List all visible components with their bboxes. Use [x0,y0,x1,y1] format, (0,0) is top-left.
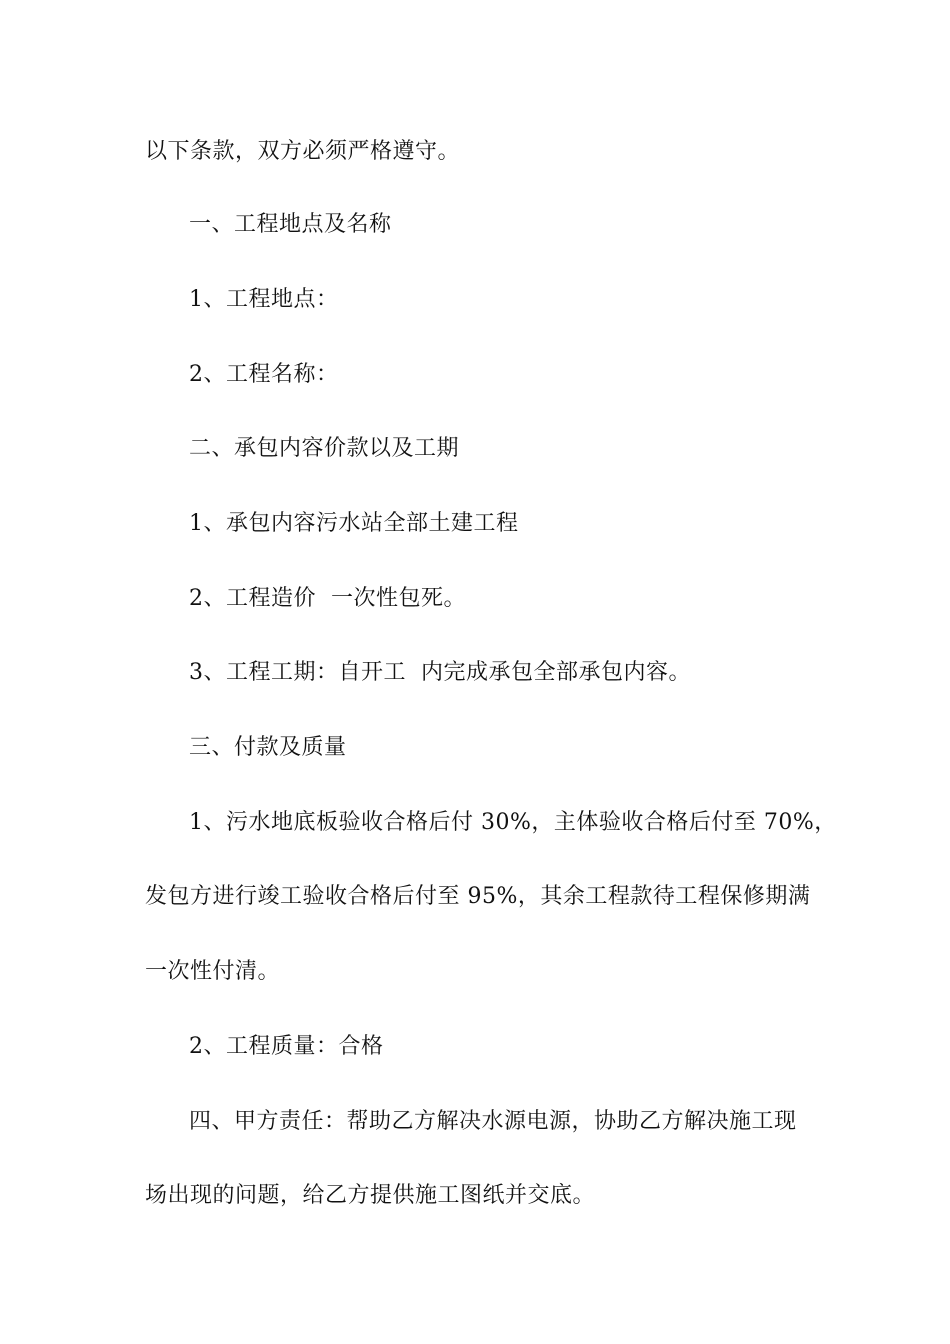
paragraph-line: 发包方进行竣工验收合格后付至 95%，其余工程款待工程保修期满 [145,884,811,909]
paragraph-line: 3、工程工期：自开工 内完成承包全部承包内容。 [189,660,691,685]
paragraph-line: 1、承包内容污水站全部土建工程 [189,511,519,536]
section-heading: 二、承包内容价款以及工期 [189,436,460,461]
paragraph-line: 2、工程质量：合格 [189,1034,384,1059]
paragraph-line: 2、工程造价 一次性包死。 [189,586,466,611]
section-heading: 四、甲方责任：帮助乙方解决水源电源，协助乙方解决施工现 [189,1109,797,1134]
paragraph-line: 一次性付清。 [145,959,281,984]
paragraph-line: 以下条款，双方必须严格遵守。 [145,139,461,164]
section-heading: 一、工程地点及名称 [189,212,392,237]
paragraph-line: 1、污水地底板验收合格后付 30%，主体验收合格后付至 70%， [189,810,837,835]
paragraph-line: 场出现的问题，给乙方提供施工图纸并交底。 [145,1183,596,1208]
section-heading: 三、付款及质量 [189,735,347,760]
paragraph-line: 2、工程名称： [189,362,339,387]
paragraph-line: 1、工程地点： [189,287,339,312]
